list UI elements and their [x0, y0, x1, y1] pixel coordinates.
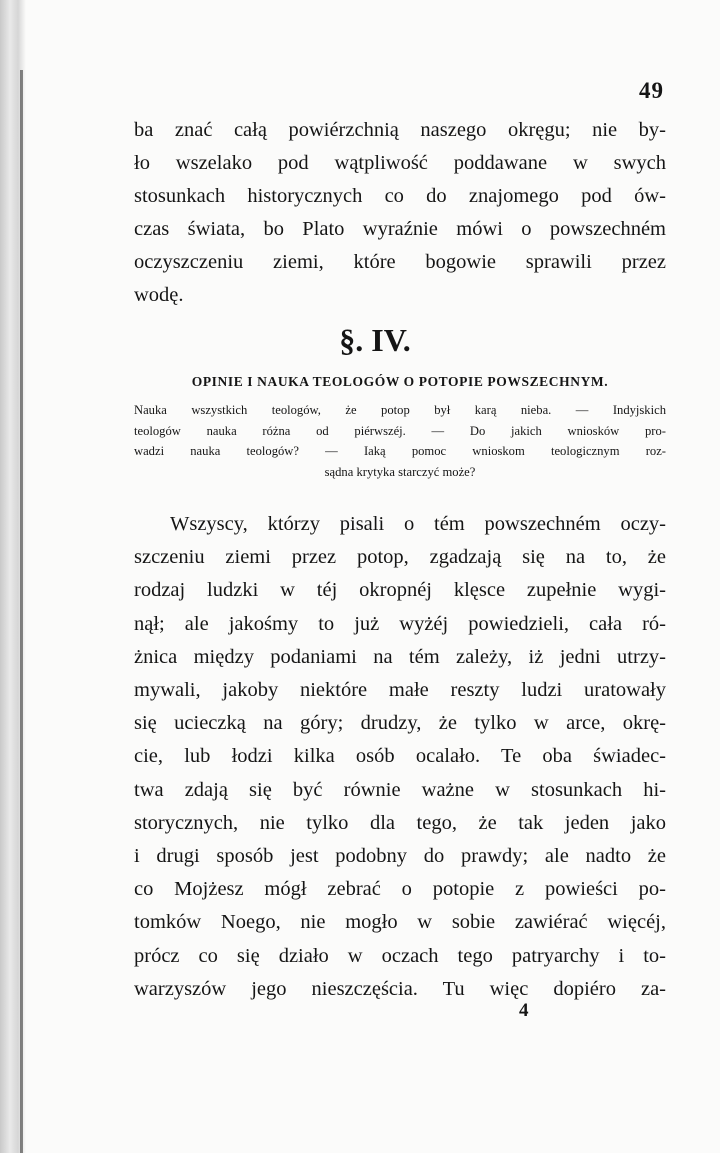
text-line: tomków Noego, nie mogło w sobie zawiérać więcéj, — [134, 911, 666, 934]
text-line: oczyszczeniu ziemi, które bogowie sprawili przez — [134, 251, 666, 273]
text-line: żnica między podaniami na tém zależy, iż jedni utrzy- — [134, 645, 666, 668]
section-summary — [134, 400, 666, 482]
text-line: cie, lub łodzi kilka osób ocalało. Te oba świadec- — [134, 745, 666, 768]
text-line: i drugi sposób jest podobny do prawdy; ale nadto że — [134, 845, 666, 868]
main-paragraph — [134, 508, 666, 1006]
binding-edge — [20, 70, 23, 1153]
text-line: mywali, jakoby niektóre małe reszty ludzi uratowały — [134, 679, 666, 702]
summary-line: teologów nauka różna od piérwszéj. — Do jakich wniosków pro- — [134, 423, 666, 438]
top-paragraph — [134, 114, 666, 312]
text-line: Wszyscy, którzy pisali o tém powszechném oczy- — [170, 513, 666, 535]
text-line: szczeniu ziemi przez potop, zgadzają się na to, że — [134, 546, 666, 569]
text-line: się ucieczką na góry; drudzy, że tylko w arce, okrę- — [134, 712, 666, 735]
text-line: czas świata, bo Plato wyraźnie mówi o powszechném — [134, 218, 666, 240]
chapter-title — [134, 372, 666, 392]
signature-mark: 4 — [519, 1000, 529, 1021]
section-heading: §. IV. — [339, 322, 411, 358]
text-line: co Mojżesz mógł zebrać o potopie z powieści po- — [134, 878, 666, 901]
text-line: rodzaj ludzki w téj okropnéj klęsce zupełnie wygi- — [134, 579, 666, 602]
summary-line: sądna krytyka starczyć może? — [324, 464, 476, 479]
text-line: twa zdają się być równie ważne w stosunkach hi- — [134, 778, 666, 801]
text-line: wodę. — [134, 284, 184, 306]
page-number: 49 — [639, 78, 664, 103]
text-line: ba znać całą powiérzchnią naszego okręgu; nie by- — [134, 119, 666, 141]
text-line: warzyszów jego nieszczęścia. Tu więc dopiéro za- — [134, 977, 666, 1000]
text-line: prócz co się działo w oczach tego patryarchy i to- — [134, 944, 666, 967]
text-line: stosunkach historycznych co do znajomego pod ów- — [134, 185, 666, 207]
summary-line: wadzi nauka teologów? — Iaką pomoc wnioskom teologicznym roz- — [134, 444, 666, 458]
summary-line: Nauka wszystkich teologów, że potop był karą nieba. — Indyjskich — [134, 403, 666, 417]
chapter-title-text: OPINIE I NAUKA TEOLOGÓW O POTOPIE POWSZECHNYM. — [191, 374, 609, 389]
text-line: ło wszelako pod wątpliwość poddawane w swych — [134, 152, 666, 174]
text-line: nął; ale jakośmy to już wyżéj powiedzieli, cała ró- — [134, 612, 666, 635]
text-line: storycznych, nie tylko dla tego, że tak jeden jako — [134, 811, 666, 834]
